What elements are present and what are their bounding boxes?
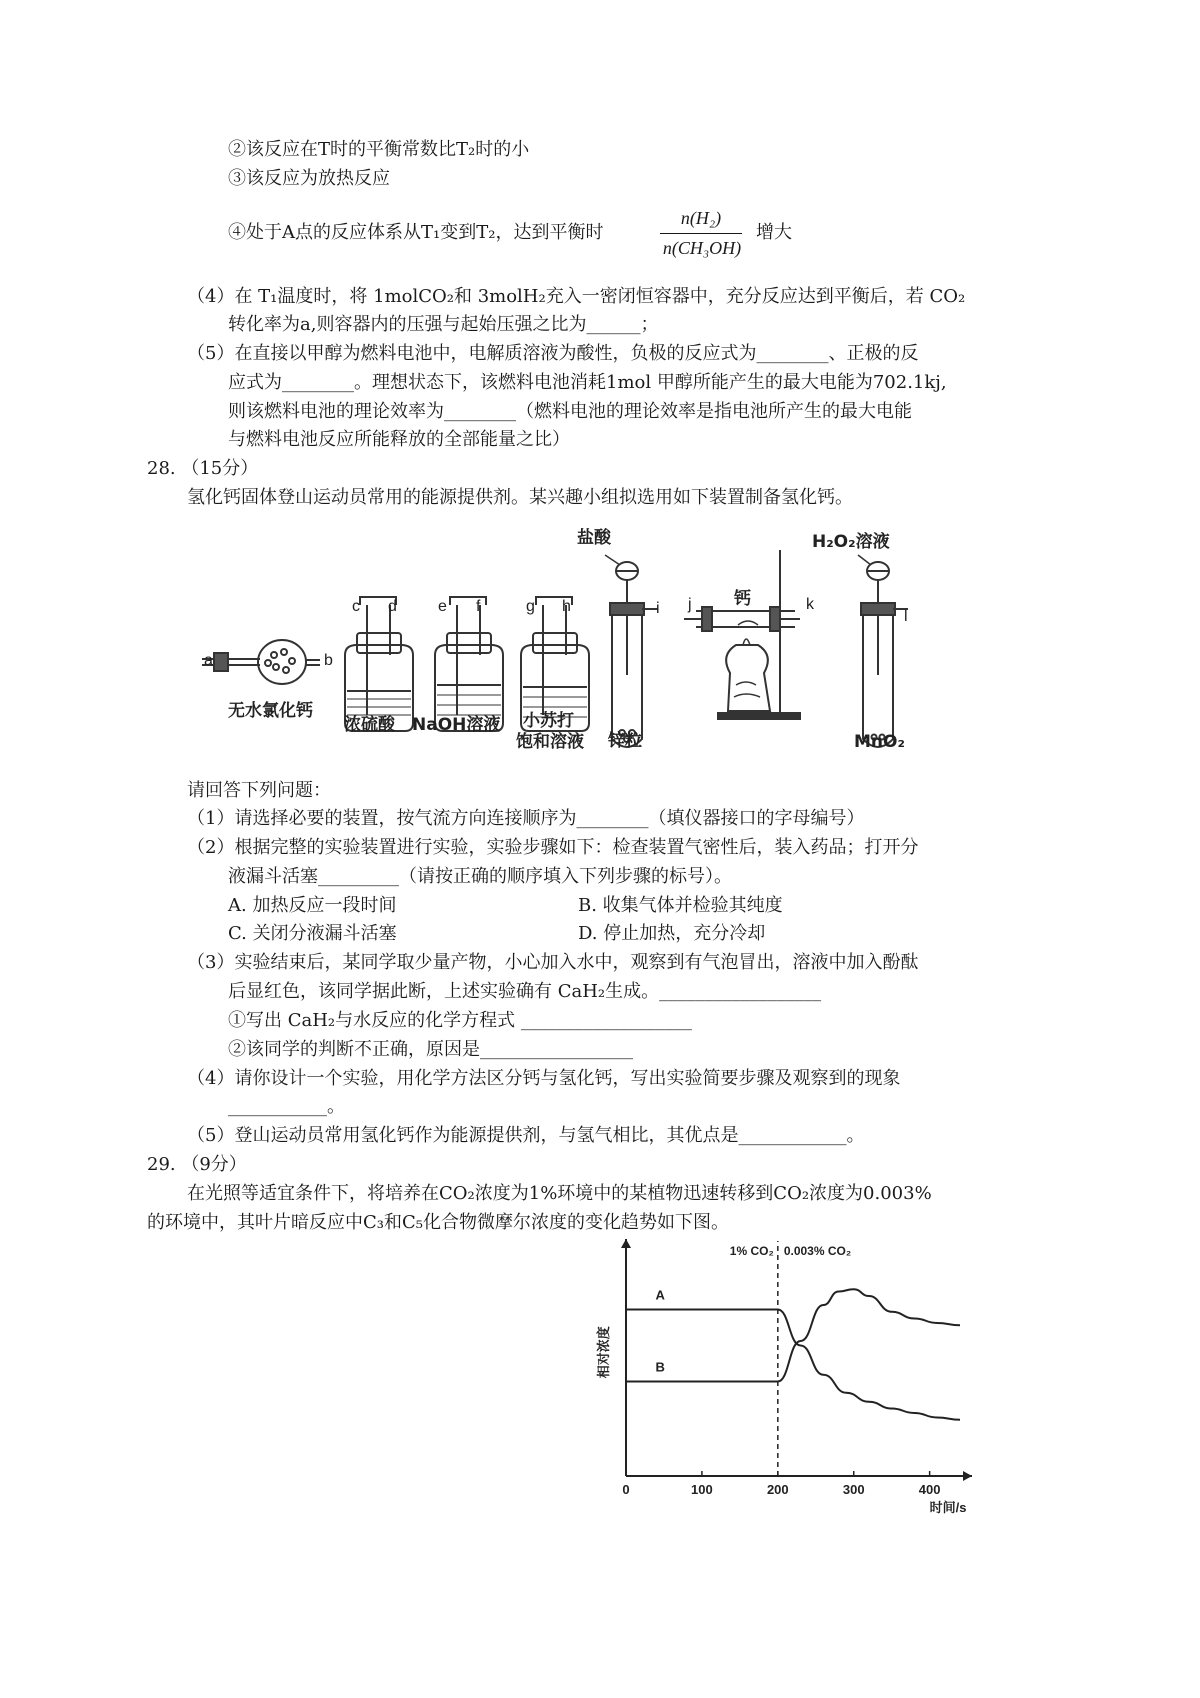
series-label-A: A [655,1287,665,1303]
q28-sub4-line2: ___________。 [228,1096,345,1117]
hydrogen-generator-icon [605,555,658,747]
x-axis-label: 时间/s [929,1500,967,1515]
q27-item4-post: 增大 [756,222,792,243]
q27-sub5-line3: 则该燃料电池的理论效率为________（燃料电池的理论效率是指电池所产生的最大电能 [228,401,912,422]
option-a: A. 加热反应一段时间 [228,895,397,916]
option-c: C. 关闭分液漏斗活塞 [228,923,397,944]
q28-sub2-line2: 液漏斗活塞_________（请按正确的顺序填入下列步骤的标号）。 [228,866,732,887]
q28-sub5: （5）登山运动员常用氢化钙作为能源提供剂，与氢气相比，其优点是____________。 [187,1125,865,1146]
q27-item2: ②该反应在T时的平衡常数比T₂时的小 [228,139,530,160]
q28-header: 28. （15分） [147,458,259,479]
drying-tube-icon [202,640,320,684]
x-tick-label: 300 [842,1482,865,1497]
label-conc-sulfuric: 浓硫酸 [344,715,395,735]
x-tick-label: 0 [622,1482,630,1497]
q27-sub5-line1: （5）在直接以甲醇为燃料电池中，电解质溶液为酸性，负极的反应式为________、正极的反 [187,343,919,364]
port-d: d [388,598,397,615]
port-i: i [656,600,660,617]
label-nahco3-line1: 小苏打 [523,711,574,731]
q28-sub3-line1: （3）实验结束后，某同学取少量产物，小心加入水中，观察到有气泡冒出，溶液中加入酚酞 [187,952,919,973]
q29-line1: 在光照等适宜条件下，将培养在CO₂浓度为1%环境中的某植物迅速转移到CO₂浓度为0.003% [187,1183,932,1204]
reaction-tube-icon [684,550,800,719]
q28-sub3-line2: 后显红色，该同学据此断，上述实验确有 CaH₂生成。__________________ [228,981,822,1002]
label-mno2: MnO₂ [854,732,905,752]
q29-line2: 的环境中，其叶片暗反应中C₃和C₅化合物微摩尔浓度的变化趋势如下图。 [147,1212,729,1233]
port-f: f [476,598,481,615]
label-nahco3-line2: 饱和溶液 [516,732,584,752]
q27-sub4-line2: 转化率为a,则容器内的压强与起始压强之比为______； [228,314,659,335]
q27-sub4-line1: （4）在 T₁温度时，将 1molCO₂和 3molH₂充入一密闭恒容器中，充分反应达到平衡后，若 CO₂ [187,286,966,307]
y-axis-arrow-icon [621,1239,631,1248]
port-c: c [352,598,360,615]
y-axis-label: 相对浓度 [596,1326,611,1379]
series-label-B: B [655,1359,665,1375]
x-tick-label: 400 [918,1482,941,1497]
series-line-B [626,1289,960,1381]
fraction-bar [660,233,742,234]
label-calcium-chloride: 无水氯化钙 [228,701,313,721]
annotation-left: 1% CO₂ [729,1244,774,1258]
label-zinc: 锌粒 [608,731,642,751]
q28-sub3-item2: ②该同学的判断不正确，原因是_________________ [228,1039,633,1060]
q27-sub5-line2: 应式为________。理想状态下，该燃料电池消耗1mol 甲醇所能产生的最大电能为702.1kj, [228,372,947,393]
q27-item4-pre: ④处于A点的反应体系从T₁变到T₂，达到平衡时 [228,222,604,243]
port-j: j [688,596,692,613]
annotation-right: 0.003% CO₂ [783,1244,852,1258]
q28-sub1: （1）请选择必要的装置，按气流方向连接顺序为________（填仪器接口的字母编号） [187,808,865,829]
label-naoh: NaOH溶液 [412,715,501,735]
q29-header: 29. （9分） [147,1154,247,1175]
label-hcl: 盐酸 [577,528,611,548]
fraction-denominator: n(CH₃OH) [662,238,742,258]
series-line-A [626,1310,960,1420]
q28-sub2-line1: （2）根据完整的实验装置进行实验，实验步骤如下：检查装置气密性后，装入药品；打开分 [187,837,919,858]
label-calcium: 钙 [734,589,751,609]
q27-item3: ③该反应为放热反应 [228,168,390,189]
label-h2o2: H₂O₂溶液 [812,532,890,552]
fraction-numerator: n(H₂) [680,208,722,228]
q28-sub3-item1: ①写出 CaH₂与水反应的化学方程式 ___________________ [228,1010,692,1031]
q28-prompt: 请回答下列问题： [187,780,331,801]
x-tick-label: 100 [691,1482,713,1497]
x-tick-label: 200 [766,1482,789,1497]
port-k: k [806,596,814,613]
q28-sub4-line1: （4）请你设计一个实验，用化学方法区分钙与氢化钙，写出实验简要步骤及观察到的现象 [187,1068,901,1089]
port-h: h [562,598,571,615]
option-b: B. 收集气体并检验其纯度 [578,895,783,916]
port-l: l [904,608,908,625]
option-d: D. 停止加热，充分冷却 [578,923,766,944]
concentration-chart [578,1238,978,1520]
port-g: g [526,598,535,615]
q28-intro: 氢化钙固体登山运动员常用的能源提供剂。某兴趣小组拟选用如下装置制备氢化钙。 [187,487,853,508]
port-e: e [438,598,447,615]
q27-sub5-line4: 与燃料电池反应所能释放的全部能量之比） [228,429,570,450]
oxygen-generator-icon [858,555,908,747]
port-a: a [204,652,213,669]
x-axis-arrow-icon [963,1471,972,1481]
port-b: b [324,652,333,669]
